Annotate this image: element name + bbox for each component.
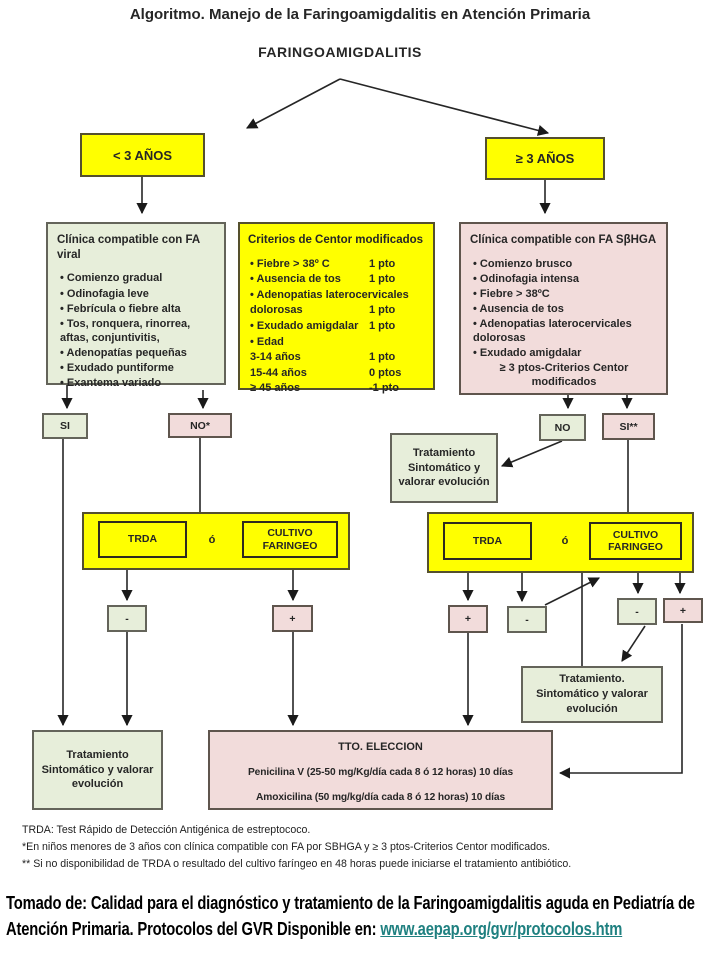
result-plus-right-trda: +	[448, 605, 488, 633]
sbhga-clinic-box	[459, 222, 668, 395]
centor-criterion-row: • Adenopatias laterocervicales	[250, 288, 409, 301]
age-under3-box: < 3 AÑOS	[80, 133, 205, 177]
decision-no-star-box: NO*	[168, 413, 232, 438]
sbhga-symptom-item: • Comienzo brusco	[470, 257, 658, 271]
sbhga-symptom-item: • Exudado amigdalar	[470, 346, 658, 360]
result-minus-left: -	[107, 605, 147, 632]
culture-box-right: CULTIVO FARINGEO	[589, 522, 682, 560]
citation	[6, 890, 711, 942]
or-label-right: ó	[561, 535, 569, 547]
sbhga-symptom-item: • Ausencia de tos	[470, 302, 658, 316]
centor-criterion-row: • Edad	[250, 335, 284, 348]
trda-box-left: TRDA	[98, 521, 187, 558]
or-label-left: ó	[208, 533, 216, 546]
viral-clinic-list	[57, 271, 216, 390]
symptomatic-treatment-box-2: Tratamiento. Sintomático y valorar evolución	[521, 666, 663, 723]
sbhga-clinic-title: Clínica compatible con FA SβHGA	[470, 234, 657, 246]
centor-criterion-row: • Fiebre > 38º C 1 pto	[250, 257, 396, 270]
trda-box-right: TRDA	[443, 522, 532, 560]
sbhga-clinic-list	[470, 257, 658, 361]
decision-no-box: NO	[539, 414, 586, 441]
culture-box-left: CULTIVO FARINGEO	[242, 521, 338, 558]
page-title: Algoritmo. Manejo de la Faringoamigdalitis en Atención Primaria	[129, 6, 591, 23]
test-container-left	[82, 512, 350, 570]
viral-clinic-title: Clínica compatible con FA viral	[57, 234, 200, 261]
centor-criterion-row: 3-14 años 1 pto	[250, 351, 396, 364]
centor-criterion-row: ≥ 45 años -1 pto	[250, 382, 399, 395]
sbhga-symptom-item: • Fiebre > 38ºC	[470, 287, 658, 301]
diagram-root-label: FARINGOAMIGDALITIS	[258, 44, 422, 60]
sbhga-centor-threshold: ≥ 3 ptos-Criterios Centor modificados	[499, 362, 629, 389]
result-minus-right-culture: -	[617, 598, 657, 625]
viral-symptom-item: • Adenopatías pequeñas	[57, 346, 216, 360]
sbhga-symptom-item: • Adenopatias laterocervicales dolorosas	[470, 317, 658, 345]
footnote-line: *En niños menores de 3 años con clínica compatible con FA por SBHGA y ≥ 3 ptos-Criterios Centor modificados.	[22, 840, 551, 853]
sbhga-symptom-item: • Odinofagia intensa	[470, 272, 658, 286]
centor-criterion-row: • Exudado amigdalar 1 pto	[250, 320, 396, 333]
test-container-right	[427, 512, 694, 573]
centor-criteria-box	[238, 222, 435, 395]
viral-symptom-item: • Odinofagia leve	[57, 287, 216, 301]
centor-criterion-row: 15-44 años 0 ptos	[250, 366, 402, 379]
centor-rows	[246, 257, 425, 396]
decision-si-box: SI	[42, 413, 88, 439]
result-plus-right-culture: +	[663, 598, 703, 623]
election-title: TTO. ELECCION	[338, 741, 423, 753]
amoxicillin-line: Amoxicilina (50 mg/kg/día cada 8 ó 12 horas) 10 días	[255, 792, 506, 804]
penicillin-line: Penicilina V (25-50 mg/Kg/día cada 8 ó 12 horas) 10 días	[247, 767, 514, 779]
footnote-line: ** Si no disponibilidad de TRDA o resultado del cultivo faríngeo en 48 horas puede iniciarse el tratamiento antibiótico.	[22, 857, 572, 870]
viral-symptom-item: • Febrícula o fiebre alta	[57, 302, 216, 316]
citation-text: Tomado de: Calidad para el diagnóstico y tratamiento de la Faringoamigdalitis aguda en Pediatría de Atención Primaria. Protocolos del GVR Disponible en:	[6, 893, 695, 940]
centor-criterion-row: dolorosas 1 pto	[250, 304, 396, 317]
result-minus-right-trda: -	[507, 606, 547, 633]
decision-si-double-box: SI**	[602, 413, 655, 440]
viral-symptom-item: • Tos, ronquera, rinorrea, aftas, conjuntivitis,	[57, 317, 216, 345]
viral-symptom-item: • Exantema variado	[57, 376, 216, 390]
centor-title: Criterios de Centor modificados	[247, 234, 424, 246]
viral-clinic-box	[46, 222, 226, 389]
symptomatic-treatment-box-1: Tratamiento Sintomático y valorar evolución	[390, 433, 498, 503]
symptomatic-treatment-box-3: Tratamiento Sintomático y valorar evolución	[32, 730, 163, 810]
election-treatment-box	[208, 730, 553, 810]
citation-link[interactable]: www.aepap.org/gvr/protocolos.htm	[380, 919, 623, 940]
footnotes	[22, 822, 712, 873]
viral-symptom-item: • Exudado puntiforme	[57, 361, 216, 375]
footnote-line: TRDA: Test Rápido de Detección Antigénica de estreptococo.	[22, 824, 311, 836]
result-plus-left: +	[272, 605, 313, 632]
age-over3-box: ≥ 3 AÑOS	[485, 137, 605, 180]
viral-symptom-item: • Comienzo gradual	[57, 271, 216, 285]
centor-criterion-row: • Ausencia de tos 1 pto	[250, 273, 396, 286]
